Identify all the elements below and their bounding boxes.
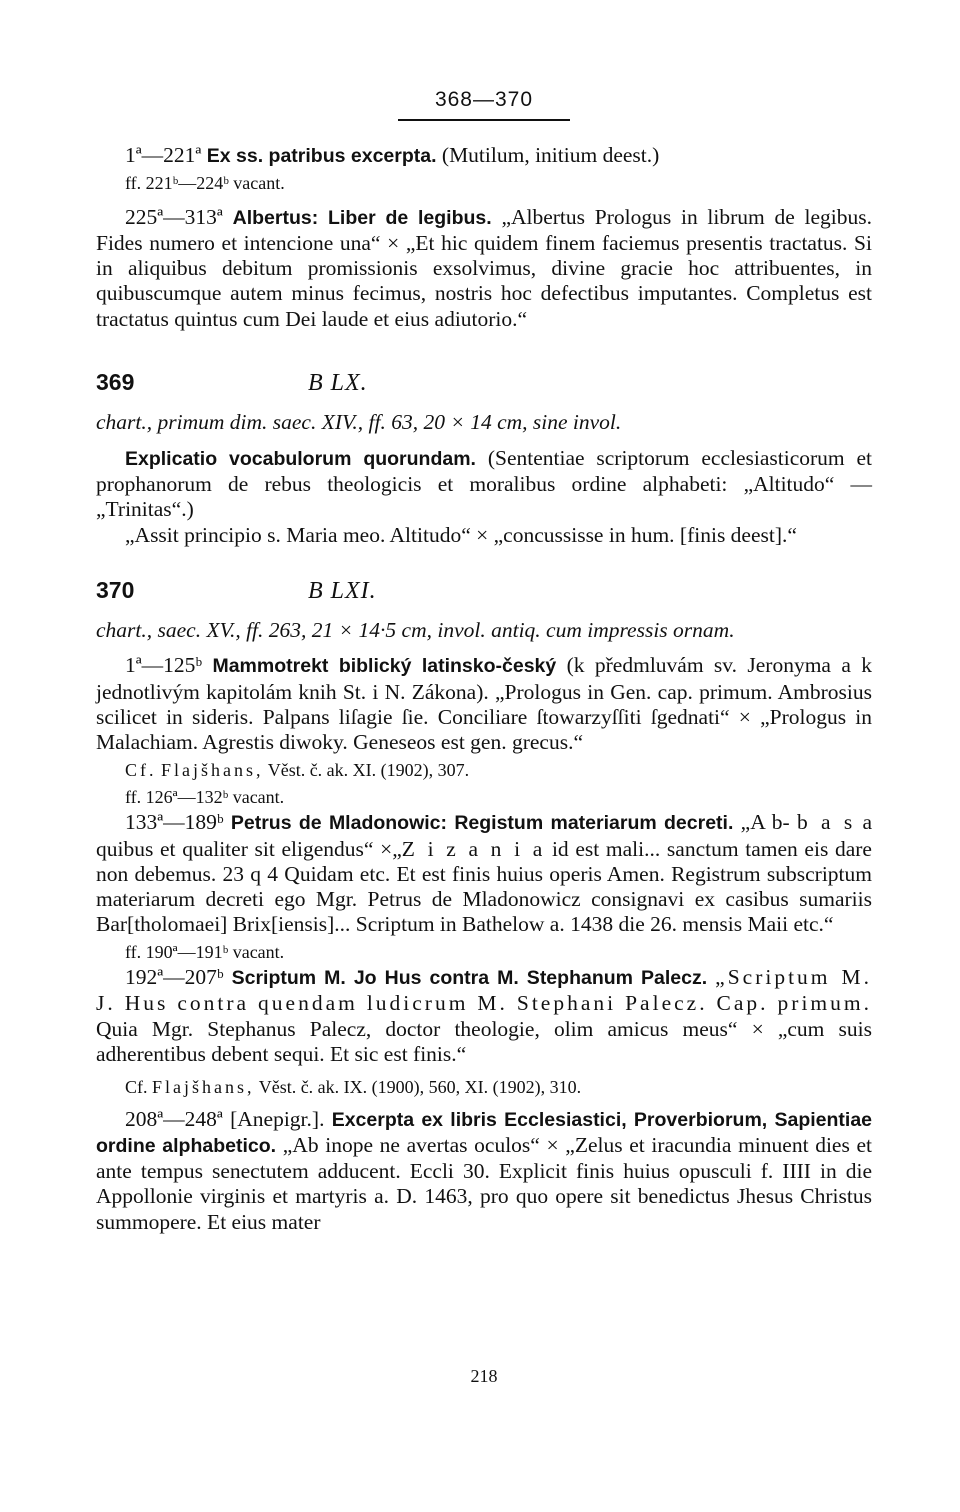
entry-number: 369 xyxy=(96,369,135,396)
citation-prefix: Cf. xyxy=(125,759,157,780)
entry-signature: B LX. xyxy=(308,370,368,397)
citation xyxy=(96,1075,872,1100)
citation-reference: Věst. č. ak. XI. (1902), 307. xyxy=(267,759,470,780)
citation-prefix: Cf. xyxy=(125,1077,148,1098)
item-quote-spaced: Z i z a n i a xyxy=(401,836,546,861)
item-title: Petrus de Mladonowic: Registum materiarum decreti. xyxy=(230,812,734,835)
entry-370-item-3 xyxy=(96,965,872,1067)
item-title: Mammotrekt biblický latinsko-český xyxy=(212,655,557,678)
item-text: id est mali... sanctum tamen eis dare non debemus. 23 q 4 Quidam etc. Et est finis huius operis Amen. Registrum subscriptum materiarum decreti ego Mgr. Petrus de Mladonowicz consignavi ex casibus sumariis Bar[tholomaei] Brix[iensis]... Scriptum in Bathelow a. 1438 die 26. mensis Maii etc.“ xyxy=(96,836,872,937)
item-text: a quibus et qualiter sit eligendus“ ×„ xyxy=(96,810,873,861)
item-title: Scriptum M. Jo Hus contra M. Stephanum Palecz. xyxy=(231,967,708,990)
item-text: (k předmluvám sv. Jeronyma a k jednotlivým kapitolám knih St. i N. Zákona). „Prologus in Gen. cap. primum. Ambrosius scilicet in sideris. Palpans liſagie ſie. Conciliare ſtowarzyſſiti ſgednati“ × „Prologus in Malachiam. Agrestis diwoky. Geneseos est gen. grecus.“ xyxy=(96,653,873,755)
vacant-note: ff. 221ᵇ—224ᵇ vacant. xyxy=(125,173,285,194)
item-quote: „A b- xyxy=(740,810,790,835)
entry-signature: B LXI. xyxy=(308,577,377,604)
entry-368-item-1 xyxy=(96,143,872,169)
entry-369-physical-description: chart., primum dim. saec. XIV., ff. 63, 20 × 14 cm, sine invol. xyxy=(96,410,622,435)
entry-369-item-2: „Assit principio s. Maria meo. Altitudo“ × „concussisse in hum. [finis deest].“ xyxy=(125,522,797,547)
entry-370-heading xyxy=(96,578,872,604)
item-title: Excerpta ex libris Ecclesiastici, Proverbiorum, Sapientiae ordine alphabetico. xyxy=(96,1108,873,1157)
item-title: Albertus: Liber de legibus. xyxy=(232,206,492,229)
item-text: (Mutilum, initium deest.) xyxy=(441,143,660,167)
running-header: 368—370 xyxy=(434,88,534,111)
page xyxy=(96,0,872,1512)
entry-370-item-1 xyxy=(96,653,872,755)
item-title: Ex ss. patribus excerpta. xyxy=(206,145,437,167)
item-text: Quia Mgr. Stephanus Palecz, doctor theologie, olim amicus meus“ × „cum suis adherentibus debent sequi. Et sic est finis.“ xyxy=(96,1016,872,1066)
entry-369-heading xyxy=(96,370,872,396)
folio-range: 133ª—189ᵇ xyxy=(125,810,224,835)
folio-range: 1ª—221ª xyxy=(125,143,202,167)
folio-range: 208ª—248ª xyxy=(125,1106,223,1131)
item-text: (Sententiae scriptorum ecclesiasticorum et prophanorum de rebus theologicis et moralibus ordine alphabeti: „Altitudo“ — „Trinitas“.) xyxy=(96,445,872,522)
item-title: Explicatio vocabulorum quorundam. xyxy=(125,447,476,470)
folio-range: 1ª—125ᵇ xyxy=(125,653,203,678)
citation-reference: Věst. č. ak. IX. (1900), 560, XI. (1902), 310. xyxy=(258,1077,582,1098)
citation-author: Flajšhans, xyxy=(152,1077,255,1098)
item-quote-spaced: „Scriptum M. J. Hus contra quendam ludicrum M. Stephani Palecz. Cap. primum. xyxy=(96,965,873,1016)
item-bracket: [Anepigr.]. xyxy=(230,1106,325,1131)
item-quote-spaced: b a s xyxy=(797,810,856,835)
entry-370-item-4 xyxy=(96,1107,872,1235)
entry-368-item-2 xyxy=(96,205,872,332)
entry-number: 370 xyxy=(96,576,135,603)
item-text: „Albertus Prologus in librum de legibus. Fides numero et intencione una“ × „Et hic quidem finem faciemus presentis tractatus. Si in aliquibus debitum promissionis exsolvimus, divine gracie hoc attribuentes, in quibuscumque autem minus fecimus, nostris hoc defectibus imputantes. Completus est tractatus quintus cum Dei laude et eius adiutorio.“ xyxy=(96,204,873,331)
citation xyxy=(96,758,872,783)
catalogue-text xyxy=(96,143,872,1235)
folio-range: 192ª—207ᵇ xyxy=(125,965,224,990)
vacant-note: ff. 126ª—132ᵇ vacant. xyxy=(125,786,285,807)
folio-range: 225ª—313ª xyxy=(125,204,223,229)
header-rule xyxy=(398,119,570,121)
page-number: 218 xyxy=(470,1366,498,1386)
item-text: „Ab inope ne avertas oculos“ × „Zelus et iracundia minuent dies et ante tempus senectutem adducent. Eccli 30. Explicit finis huius opusculi f. IIII in die Appollonie virginis et martyris a. D. 1463, pro quo opere sit benedictus Jhesus Christus summopere. Et eius mater xyxy=(96,1132,873,1234)
citation-author: Flajšhans, xyxy=(161,759,264,780)
vacant-note: ff. 190ª—191ᵇ vacant. xyxy=(125,941,285,962)
entry-370-item-2 xyxy=(96,810,872,937)
entry-370-physical-description: chart., saec. XV., ff. 263, 21 × 14·5 cm, invol. antiq. cum impressis ornam. xyxy=(96,618,735,643)
entry-369-item-1 xyxy=(96,446,872,523)
